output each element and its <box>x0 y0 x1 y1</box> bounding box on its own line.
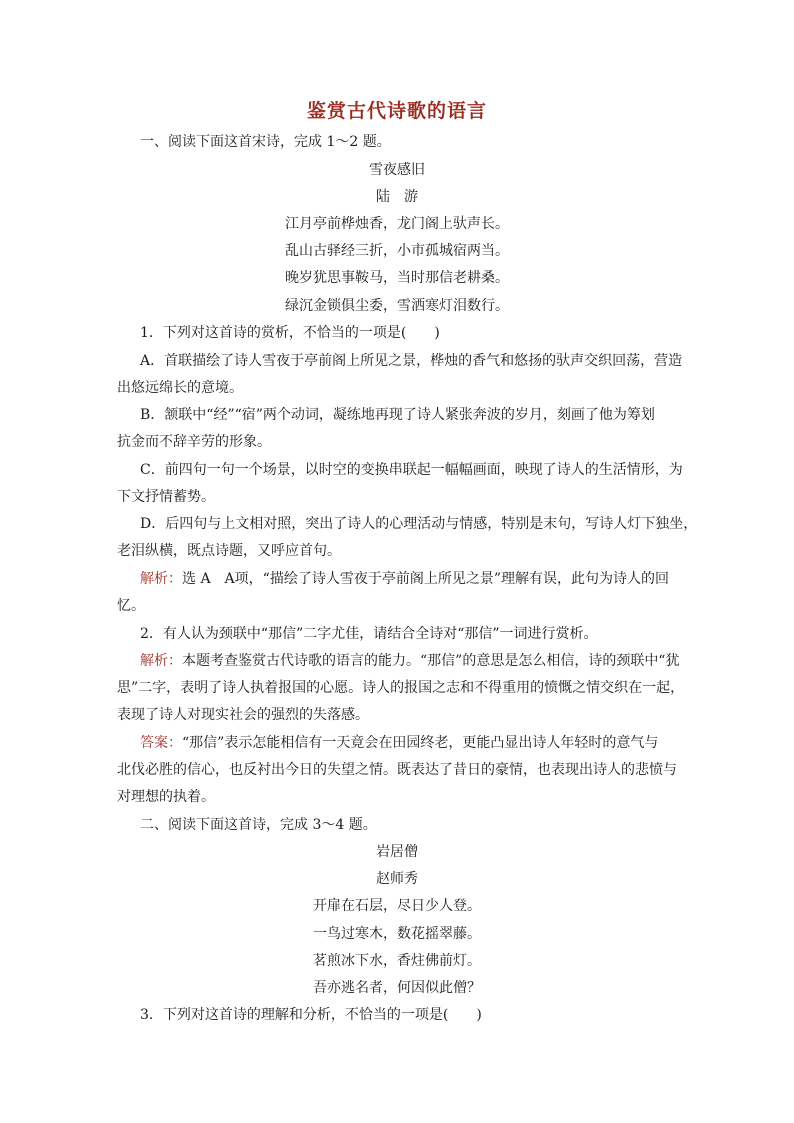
analysis-text: 本题考查鉴赏古代诗歌的语言的能力。“那信”的意思是怎么相信，诗的颈联中“犹 <box>182 653 680 669</box>
q1-option-c: C．前四句一句一个场景，以时空的变换串联起一幅幅画面，映现了诗人的生活情形，为 <box>140 462 683 478</box>
q2-answer-cont: 对理想的执着。 <box>117 789 215 805</box>
analysis-text: 选 A A项，“描绘了诗人雪夜于亭前阁上所见之景”理解有误，此句为诗人的回 <box>182 571 669 587</box>
poem1-title: 雪夜感旧 <box>369 162 425 178</box>
section2-heading: 二、阅读下面这首诗，完成 3～4 题。 <box>140 817 377 833</box>
q2-stem: 2．有人认为颈联中“那信”二字尤佳，请结合全诗对“那信”一词进行赏析。 <box>140 626 598 642</box>
q2-analysis-cont: 思”二字，表明了诗人执着报国的心愿。诗人的报国之志和不得重用的愤慨之情交织在一起， <box>117 680 685 696</box>
poem2-line: 吾亦逃名者，何因似此僧？ <box>313 980 481 996</box>
q1-option-c-cont: 下文抒情蓄势。 <box>117 489 215 505</box>
q1-option-a-cont: 出悠远绵长的意境。 <box>117 380 243 396</box>
poem2-author: 赵师秀 <box>376 871 418 887</box>
page-title: 鉴赏古代诗歌的语言 <box>306 100 487 122</box>
poem2-line: 茗煎冰下水，香炷佛前灯。 <box>313 953 481 969</box>
poem2-line: 一鸟过寒木，数花摇翠藤。 <box>313 926 481 942</box>
q1-option-b-cont: 抗金而不辞辛劳的形象。 <box>117 434 271 450</box>
answer-text: “那信”表示怎能相信有一天竟会在田园终老，更能凸显出诗人年轻时的意气与 <box>182 735 659 751</box>
analysis-label: 解析： <box>140 571 182 587</box>
q1-option-d-cont: 老泪纵横，既点诗题，又呼应首句。 <box>117 543 341 559</box>
q2-analysis <box>140 651 679 671</box>
q1-option-a: A．首联描绘了诗人雪夜于亭前阁上所见之景，桦烛的香气和悠扬的驮声交织回荡，营造 <box>140 353 683 369</box>
answer-label: 答案： <box>140 735 182 751</box>
q2-answer-cont: 北伐必胜的信心，也反衬出今日的失望之情。既表达了昔日的豪情，也表现出诗人的悲愤与 <box>117 762 677 778</box>
q2-answer <box>140 733 658 753</box>
poem2-line: 开扉在石层，尽日少人登。 <box>313 898 481 914</box>
q2-analysis-cont: 表现了诗人对现实社会的强烈的失落感。 <box>117 707 369 723</box>
q1-analysis-cont: 忆。 <box>117 598 145 614</box>
section1-heading: 一、阅读下面这首宋诗，完成 1～2 题。 <box>140 134 391 150</box>
analysis-label: 解析： <box>140 653 182 669</box>
q1-option-b: B．颔联中“经”“宿”两个动词，凝练地再现了诗人紧张奔波的岁月，刻画了他为筹划 <box>140 407 655 423</box>
poem1-line: 绿沉金锁俱尘委，雪洒寒灯泪数行。 <box>285 298 509 314</box>
q3-stem: 3．下列对这首诗的理解和分析，不恰当的一项是( ) <box>140 1007 482 1023</box>
poem1-author: 陆 游 <box>376 189 418 205</box>
poem2-title: 岩居僧 <box>376 844 418 860</box>
poem1-line: 江月亭前桦烛香，龙门阁上驮声长。 <box>285 216 509 232</box>
q1-analysis <box>140 569 669 589</box>
q1-option-d: D．后四句与上文相对照，突出了诗人的心理活动与情感，特别是末句，写诗人灯下独坐， <box>140 516 698 532</box>
poem1-line: 晚岁犹思事鞍马，当时那信老耕桑。 <box>285 270 509 286</box>
poem1-line: 乱山古驿经三折，小市孤城宿两当。 <box>285 243 509 259</box>
q1-stem: 1．下列对这首诗的赏析，不恰当的一项是( ) <box>140 325 440 341</box>
